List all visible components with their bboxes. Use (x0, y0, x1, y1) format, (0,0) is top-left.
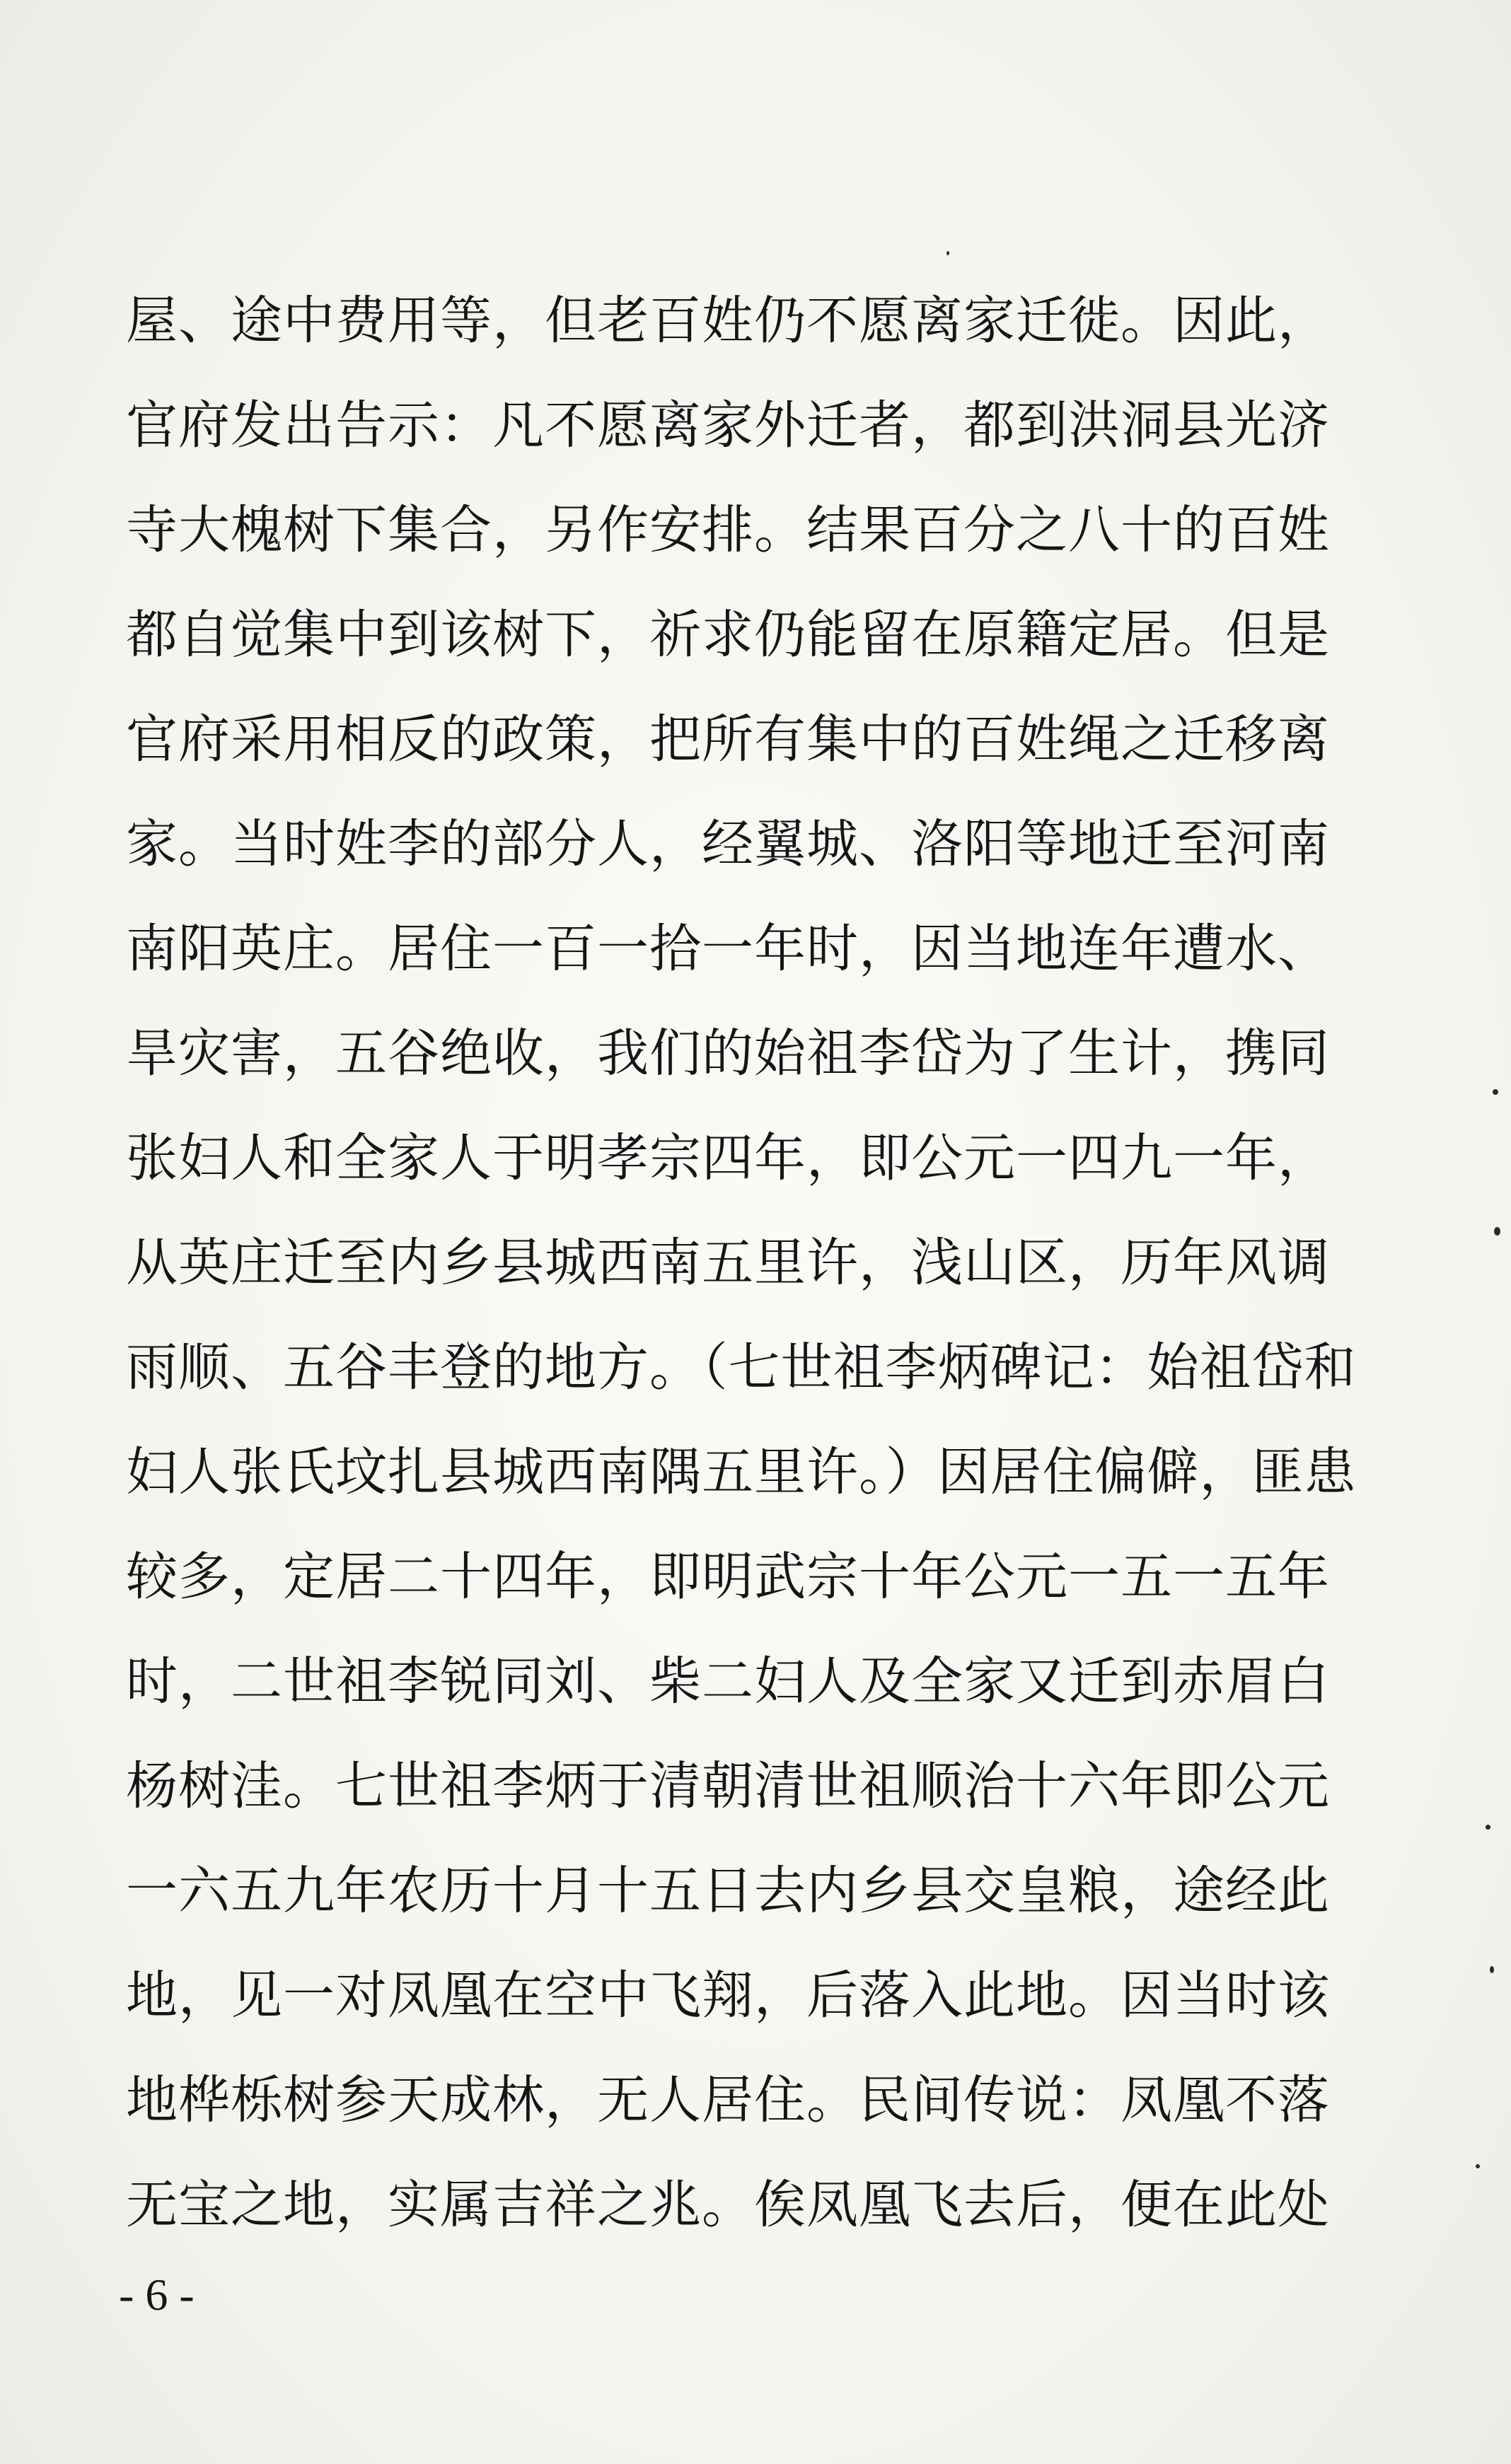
scan-speck (1493, 1089, 1498, 1095)
text-line: 无宝之地，实属吉祥之兆。俟凤凰飞去后，便在此处 (126, 2175, 1330, 2235)
text-line: 官府发出告示：凡不愿离家外迁者，都到洪洞县光济 (126, 395, 1330, 455)
page-number: - 6 - (119, 2270, 195, 2320)
text-line: 较多，定居二十四年，即明武宗十年公元一五一五年 (126, 1547, 1330, 1607)
text-line: 张妇人和全家人于明孝宗四年，即公元一四九一年， (126, 1128, 1330, 1188)
text-line: 寺大槐树下集合，另作安排。结果百分之八十的百姓 (126, 500, 1330, 560)
text-line: 官府采用相反的政策，把所有集中的百姓绳之迁移离 (126, 709, 1330, 769)
text-line: 时，二世祖李锐同刘、柴二妇人及全家又迁到赤眉白 (126, 1651, 1330, 1712)
text-line: 旱灾害，五谷绝收，我们的始祖李岱为了生计，携同 (126, 1023, 1330, 1083)
text-line: 一六五九年农历十月十五日去内乡县交皇粮，途经此 (126, 1861, 1330, 1921)
text-line: 雨顺、五谷丰登的地方。（七世祖李炳碑记：始祖岱和 (126, 1337, 1357, 1397)
scan-speck (946, 251, 949, 255)
text-line: 家。当时姓李的部分人，经翼城、洛阳等地迁至河南 (126, 814, 1330, 874)
scan-speck (1490, 1966, 1494, 1973)
text-line: 地桦栎树参天成林，无人居住。民间传说：凤凰不落 (126, 2070, 1330, 2130)
scan-speck (1476, 2164, 1480, 2168)
text-line: 南阳英庄。居住一百一拾一年时，因当地连年遭水、 (126, 919, 1330, 979)
text-line: 从英庄迁至内乡县城西南五里许，浅山区，历年风调 (126, 1233, 1330, 1293)
text-line: 妇人张氏坟扎县城西南隅五里许。）因居住偏僻，匪患 (126, 1442, 1357, 1502)
text-line: 杨树洼。七世祖李炳于清朝清世祖顺治十六年即公元 (126, 1756, 1330, 1816)
text-line: 屋、途中费用等，但老百姓仍不愿离家迁徙。因此， (126, 291, 1330, 351)
body-text (126, 269, 1357, 2257)
scan-speck (1486, 1825, 1490, 1830)
scan-speck (1494, 1227, 1500, 1236)
text-line: 地，见一对凤凰在空中飞翔，后落入此地。因当时该 (126, 1965, 1330, 2026)
text-line: 都自觉集中到该树下，祈求仍能留在原籍定居。但是 (126, 605, 1330, 665)
